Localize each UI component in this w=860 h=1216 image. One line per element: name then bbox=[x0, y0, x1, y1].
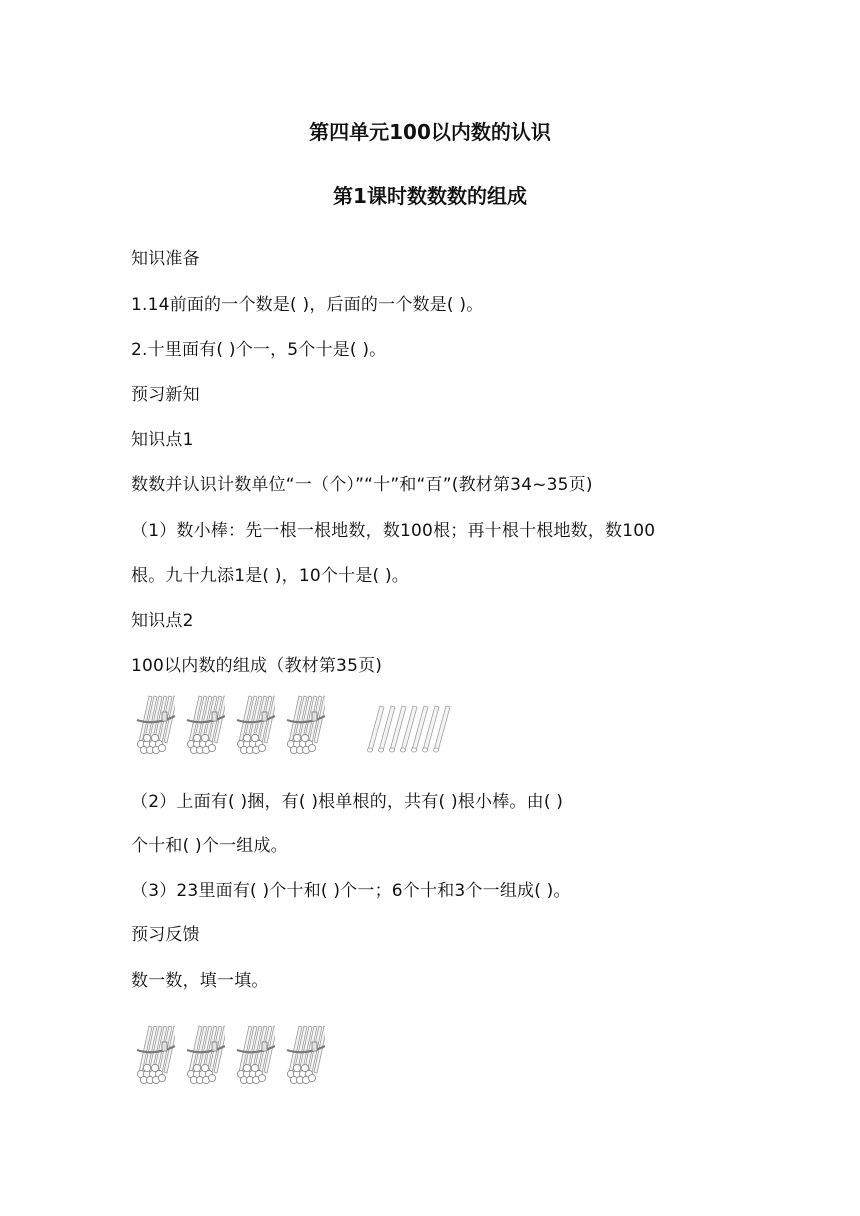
prep-question-2: 2.十里面有( )个一，5个十是( )。 bbox=[131, 340, 387, 360]
figure-1-bundles bbox=[131, 692, 325, 756]
feedback-instruction: 数一数，填一填。 bbox=[131, 971, 269, 991]
prep-question-1: 1.14前面的一个数是( )，后面的一个数是( )。 bbox=[131, 295, 484, 315]
feedback-heading: 预习反馈 bbox=[131, 925, 200, 945]
point2-question-3: （3）23里面有( )个十和( )个一；6个十和3个一组成( )。 bbox=[131, 881, 571, 901]
point1-heading: 知识点1 bbox=[131, 430, 194, 450]
single-sticks-icon bbox=[364, 702, 461, 754]
stick-bundle-icon bbox=[281, 1022, 325, 1086]
stick-bundle-icon bbox=[231, 692, 275, 756]
stick-bundle-icon bbox=[181, 692, 225, 756]
lesson-subtitle: 第1课时数数数的组成 bbox=[333, 184, 527, 208]
point2-question-2-line2: 个十和( )个一组成。 bbox=[131, 836, 288, 856]
prep-heading: 知识准备 bbox=[131, 249, 200, 269]
stick-bundle-icon bbox=[131, 692, 175, 756]
stick-bundle-icon bbox=[181, 1022, 225, 1086]
page-title: 第四单元100以内数的认识 bbox=[309, 120, 551, 144]
point1-question-1-line2: 根。九十九添1是( )，10个十是( )。 bbox=[131, 566, 409, 586]
figure-2-bundles bbox=[131, 1022, 325, 1086]
figure-1-single-sticks bbox=[364, 702, 461, 754]
stick-bundle-icon bbox=[281, 692, 325, 756]
point2-heading: 知识点2 bbox=[131, 611, 194, 631]
point1-title: 数数并认识计数单位“一（个）”“十”和“百”(教材第34~35页) bbox=[131, 475, 593, 495]
point2-question-2-line1: （2）上面有( )捆，有( )根单根的，共有( )根小棒。由( ) bbox=[131, 792, 564, 812]
preview-heading: 预习新知 bbox=[131, 385, 200, 405]
stick-bundle-icon bbox=[131, 1022, 175, 1086]
point1-question-1-line1: （1）数小棒：先一根一根地数，数100根；再十根十根地数，数100 bbox=[131, 521, 656, 541]
point2-title: 100以内数的组成（教材第35页) bbox=[131, 656, 383, 676]
stick-bundle-icon bbox=[231, 1022, 275, 1086]
